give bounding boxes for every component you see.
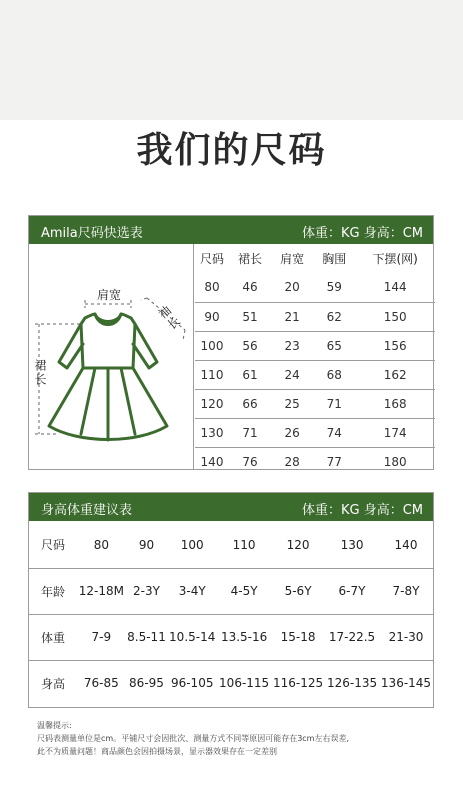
table-cell: 21 [271, 302, 313, 331]
table-cell: 24 [271, 360, 313, 389]
notes-heading: 温馨提示: [37, 721, 72, 730]
dress-diagram [29, 244, 194, 470]
row-label: 身高 [29, 660, 77, 706]
table-cell: 90 [195, 302, 229, 331]
table-cell: 59 [326, 280, 342, 295]
table-cell: 90 [138, 537, 155, 552]
table-cell: 120 [195, 389, 229, 418]
column-header: 尺码 [199, 252, 224, 266]
notes-line: 此不为质量问题！商品颜色会因拍摄场景，显示器效果存在一定差别 [37, 747, 277, 756]
dress-outline-icon [29, 244, 194, 470]
table-cell: 17-22.5 [325, 614, 379, 660]
skirt-length-label: 裙长 [33, 359, 47, 387]
table-cell: 74 [313, 418, 355, 447]
table-row [195, 418, 435, 447]
column-header: 裙长 [238, 252, 263, 266]
table-cell: 15-18 [271, 614, 325, 660]
table-cell: 20 [284, 280, 300, 295]
table-row [195, 360, 435, 389]
table-cell: 130 [195, 418, 229, 447]
row-label: 年龄 [29, 568, 77, 614]
table-cell: 86-95 [126, 660, 168, 706]
table-cell: 21-30 [379, 614, 433, 660]
table-cell: 100 [195, 331, 229, 360]
table-cell: 76 [229, 447, 271, 476]
table-cell: 13.5-16 [217, 614, 271, 660]
size-chart-title: Amila尺码快选表 [41, 226, 143, 241]
table-row [29, 614, 433, 660]
table-cell: 26 [271, 418, 313, 447]
table-cell: 68 [313, 360, 355, 389]
table-cell: 5-6Y [271, 568, 325, 614]
table-cell: 3-4Y [167, 568, 217, 614]
table-cell: 76-85 [77, 660, 126, 706]
table-cell: 120 [286, 537, 310, 552]
column-header: 下摆(网) [372, 252, 418, 266]
table-row [29, 522, 433, 568]
table-cell: 116-125 [271, 660, 325, 706]
table-cell: 51 [229, 302, 271, 331]
recommend-table [29, 522, 433, 706]
size-notes [37, 719, 349, 758]
table-row [195, 389, 435, 418]
table-cell: 144 [383, 280, 407, 295]
table-row [195, 302, 435, 331]
table-cell: 174 [355, 418, 435, 447]
recommend-chart-title: 身高体重建议表 [41, 503, 133, 518]
size-table [195, 244, 435, 476]
table-cell: 25 [271, 389, 313, 418]
recommend-chart-header-bar [29, 493, 433, 521]
table-row [195, 273, 435, 302]
table-cell: 168 [355, 389, 435, 418]
column-header: 胸围 [322, 252, 347, 266]
table-cell: 96-105 [167, 660, 217, 706]
notes-line: 尺码表测量单位是cm。平铺尺寸会因批次、测量方式不同等原因可能存在3cm左右误差, [37, 734, 350, 743]
table-cell: 80 [204, 280, 220, 295]
table-cell: 23 [271, 331, 313, 360]
table-cell: 62 [313, 302, 355, 331]
table-cell: 80 [93, 537, 109, 552]
table-cell: 8.5-11 [126, 614, 168, 660]
table-cell: 110 [195, 360, 229, 389]
table-cell: 56 [229, 331, 271, 360]
table-cell: 46 [242, 280, 258, 295]
table-cell: 61 [229, 360, 271, 389]
top-background-band [0, 0, 463, 120]
table-cell: 126-135 [325, 660, 379, 706]
table-row [195, 331, 435, 360]
row-label: 尺码 [40, 538, 65, 553]
recommend-chart-unit-label: 体重：KG 身高：CM [301, 503, 423, 518]
table-cell: 110 [232, 537, 256, 552]
table-cell: 156 [355, 331, 435, 360]
table-cell: 150 [355, 302, 435, 331]
table-cell: 65 [313, 331, 355, 360]
table-cell: 2-3Y [126, 568, 168, 614]
size-chart-panel [28, 215, 434, 470]
table-cell: 106-115 [217, 660, 271, 706]
size-chart-header-bar [29, 216, 433, 244]
recommend-chart-panel [28, 492, 434, 708]
table-cell: 140 [195, 447, 229, 476]
table-cell: 66 [229, 389, 271, 418]
page-title: 我们的尺码 [136, 130, 327, 171]
shoulder-width-label: 肩宽 [97, 288, 122, 302]
table-cell: 140 [394, 537, 418, 552]
table-cell: 28 [271, 447, 313, 476]
table-cell: 6-7Y [325, 568, 379, 614]
row-label: 体重 [29, 614, 77, 660]
table-cell: 71 [229, 418, 271, 447]
table-cell: 4-5Y [217, 568, 271, 614]
table-cell: 10.5-14 [167, 614, 217, 660]
table-cell: 162 [355, 360, 435, 389]
table-cell: 7-9 [77, 614, 126, 660]
size-chart-unit-label: 体重：KG 身高：CM [301, 226, 423, 241]
table-cell: 71 [313, 389, 355, 418]
table-cell: 12-18M [77, 568, 126, 614]
column-header: 肩宽 [280, 252, 305, 266]
table-cell: 136-145 [379, 660, 433, 706]
table-cell: 130 [340, 537, 364, 552]
table-cell: 77 [313, 447, 355, 476]
sleeve-length-label: 袖长 [154, 303, 184, 334]
size-table-header-row [195, 244, 435, 273]
table-row [195, 447, 435, 476]
table-cell: 180 [355, 447, 435, 476]
table-cell: 100 [180, 537, 204, 552]
table-cell: 7-8Y [379, 568, 433, 614]
table-row [29, 568, 433, 614]
table-row [29, 660, 433, 706]
